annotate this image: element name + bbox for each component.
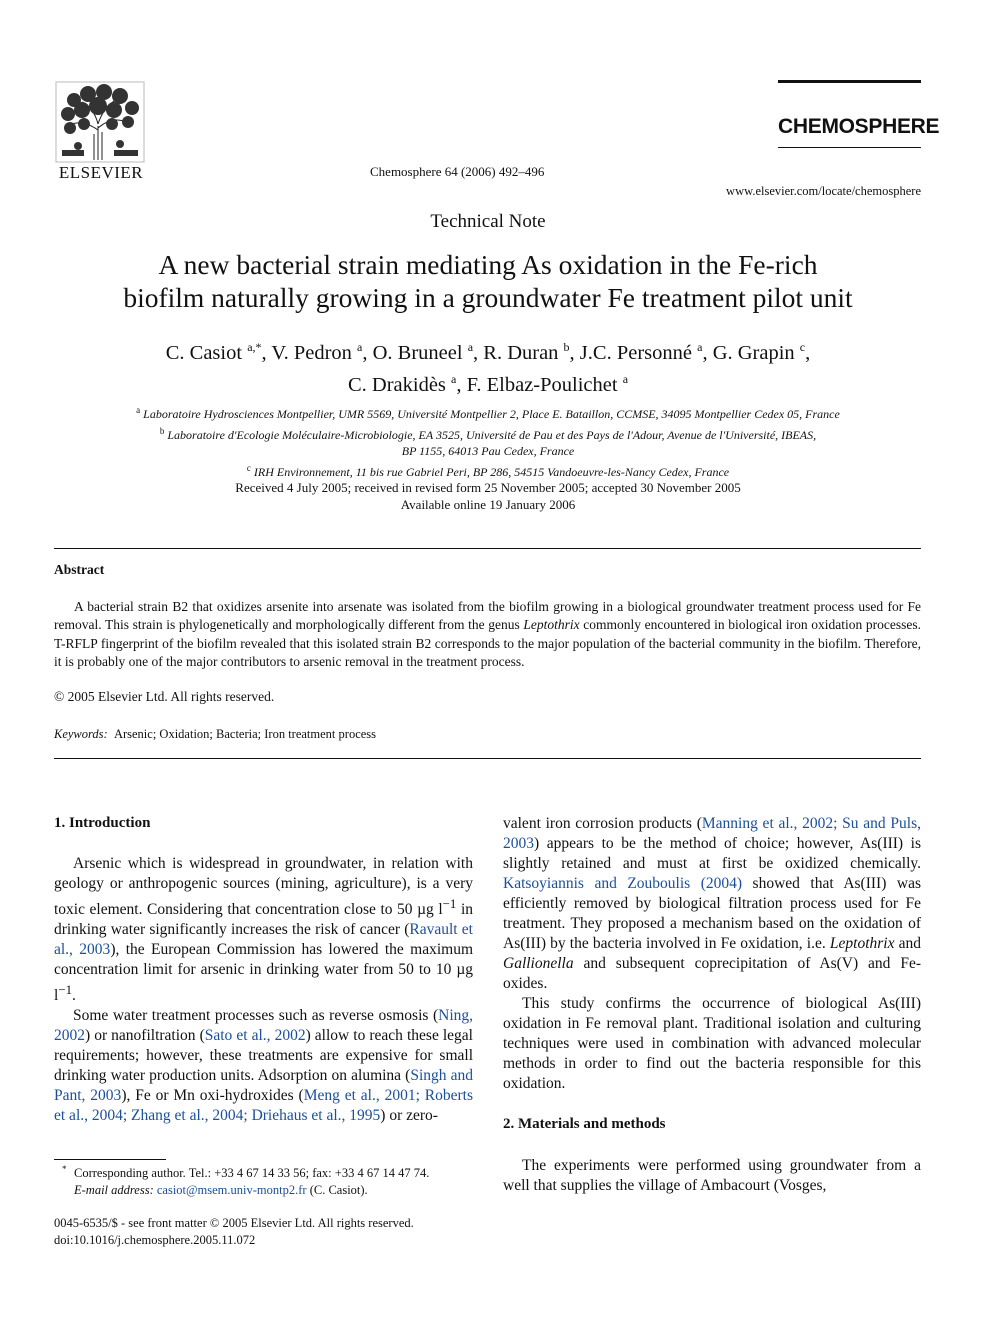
doi-link[interactable]: doi:10.1016/j.chemosphere.2005.11.072 bbox=[54, 1233, 256, 1247]
title-line: biofilm naturally growing in a groundwater Fe treatment pilot unit bbox=[123, 282, 853, 313]
journal-name: CHEMOSPHERE bbox=[778, 115, 940, 138]
reference-link[interactable]: Meng et al., 2001; Roberts et al., 2004; Zhang et al., 2004; Driehaus et al., 1995 bbox=[54, 1087, 473, 1125]
reference-link[interactable]: Katsoyiannis and Zouboulis (2004) bbox=[503, 875, 743, 892]
paragraph: Some water treatment processes such as reverse osmosis (Ning, 2002) or nanofiltration (Sato et al., 2002) allow to reach these legal requirements; however, these treatments are expensive for small drinking water production units. Adsorption on alumina (Singh and Pant, 2003), Fe or Mn oxi-hydroxides (Meng et al., 2001; Roberts et al., 2004; Zhang et al., 2004; Driehaus et al., 1995) or zero- bbox=[54, 1007, 474, 1125]
header-rule bbox=[778, 80, 921, 83]
reference-link[interactable]: Manning et al., 2002; Su and Puls, 2003 bbox=[503, 815, 921, 852]
title-line: A new bacterial strain mediating As oxidation in the Fe-rich bbox=[158, 249, 818, 280]
publisher-name: ELSEVIER bbox=[58, 163, 144, 182]
author-list: C. Casiot $^{a,*}$, V. Pedron $^a$, O. Bruneel $^a$, R. Duran $^b$, J.C. Personné $^a$, G. Grapin $^c$, C. Drakidès $^a$, F. Elbaz-Poulichet $^a$ bbox=[165, 340, 811, 396]
keywords-list: Arsenic; Oxidation; Bacteria; Iron treatment process bbox=[113, 727, 377, 741]
paragraph: Arsenic which is widespread in groundwater, in relation with geology or anthropogenic sources (mining, agriculture), is a very toxic element. Considering that concentration close to 50 µg $l^{-1}$ in drinking water significantly increases the risk of cancer (Ravault et al., 2003), the European Commission has lowered the maximum concentration limit for arsenic in drinking water from 50 to 10 µg $l^{-1}$. bbox=[54, 855, 473, 1005]
article-dates bbox=[40, 479, 936, 513]
paragraph: The experiments were performed using groundwater from a well that supplies the village of Ambacourt (Vosges, bbox=[503, 1157, 921, 1194]
author[interactable]: F. Elbaz-Poulichet $^a$ bbox=[466, 371, 629, 396]
email-label: E-mail address: bbox=[74, 1183, 154, 1198]
corresponding-author: Corresponding author. Tel.: +33 4 67 14 33 56; fax: +33 4 67 14 47 74. bbox=[74, 1166, 430, 1181]
section-heading-materials-methods: 2. Materials and methods bbox=[503, 1116, 666, 1132]
reference-link[interactable]: Ravault et al., 2003 bbox=[54, 921, 473, 959]
abstract-rule bbox=[54, 758, 921, 759]
issn-line: 0045-6535/$ - see front matter © 2005 Elsevier Ltd. All rights reserved. bbox=[54, 1216, 414, 1230]
online-date: Available online 19 January 2006 bbox=[400, 497, 576, 512]
section-heading-introduction: 1. Introduction bbox=[54, 815, 151, 831]
affiliation-a: $^a$ Laboratoire Hydrosciences Montpellier, UMR 5569, Université Montpellier 2, Place E. Bataillon, CCMSE, 34095 Montpellier Cedex 05, France bbox=[136, 405, 840, 421]
author[interactable]: C. Drakidès $^a$ bbox=[347, 371, 457, 396]
author[interactable]: C. Casiot $^{a,*}$ bbox=[165, 340, 262, 364]
journal-citation: Chemosphere 64 (2006) 492–496 bbox=[370, 164, 545, 179]
abstract-copyright: © 2005 Elsevier Ltd. All rights reserved. bbox=[54, 689, 275, 704]
header-rule bbox=[778, 147, 921, 148]
received-dates: Received 4 July 2005; received in revised form 25 November 2005; accepted 30 November 2005 bbox=[235, 480, 741, 495]
author[interactable]: V. Pedron $^a$ bbox=[271, 340, 363, 364]
affiliations bbox=[40, 402, 936, 480]
keywords-label: Keywords: bbox=[54, 727, 108, 741]
author[interactable]: G. Grapin $^c$ bbox=[712, 340, 806, 364]
keywords bbox=[54, 727, 376, 742]
abstract-heading: Abstract bbox=[54, 562, 105, 577]
article-type: Technical Note bbox=[430, 211, 546, 232]
footnote-rule bbox=[54, 1159, 166, 1160]
abstract-body: A bacterial strain B2 that oxidizes arsenite into arsenate was isolated from the biofilm growing in a biological groundwater treatment process used for Fe removal. This strain is phylogenetically and morphologically different from the genus Leptothrix commonly encountered in biological iron oxidation processes. T-RFLP fingerprint of the biofilm revealed that this isolated strain B2 corresponds to the major population of the bacterial community in the biofilm. Therefore, it is probably one of the major contributors to arsenic removal in the treatment process. bbox=[54, 599, 922, 670]
abstract-rule bbox=[54, 548, 921, 549]
email-link[interactable]: casiot@msem.univ-montp2.fr bbox=[156, 1183, 307, 1198]
body-column-left bbox=[54, 854, 473, 1126]
affiliation-c: $^c$ IRH Environnement, 11 bis rue Gabriel Peri, BP 286, 54515 Vandoeuvre-les-Nancy Cedex, France bbox=[246, 462, 730, 479]
paragraph: valent iron corrosion products (Manning et al., 2002; Su and Puls, 2003) appears to be the method of choice; however, As(III) is slightly retained and must at first be oxidized chemically. Katsoyiannis and Zouboulis (2004) showed that As(III) was efficiently removed by biological filtration process used for Fe treatment. They proposed a mechanism based on the oxidation of As(III) by the bacteria involved in Fe oxidation, i.e. Leptothrix and Gallionella and subsequent coprecipitation of As(V) and Fe-oxides. bbox=[503, 815, 921, 992]
body-column-right-continued bbox=[503, 1156, 921, 1196]
footnote: * Corresponding author. Tel.: +33 4 67 14 33 56; fax: +33 4 67 14 47 74. E-mail address: casiot@msem.univ-montp2.fr (C. Casiot). bbox=[54, 1161, 474, 1199]
reference-link[interactable]: Singh and Pant, 2003 bbox=[54, 1067, 474, 1105]
article-title bbox=[30, 248, 946, 314]
paragraph: This study confirms the occurrence of biological As(III) oxidation in Fe removal plant. Traditional isolation and culturing techniques were used in combination with advanced molecular methods in order to find out the bacteria responsible for this oxidation. bbox=[503, 995, 921, 1092]
author[interactable]: J.C. Personné $^a$ bbox=[579, 340, 703, 364]
author[interactable]: R. Duran $^b$ bbox=[483, 340, 570, 364]
body-column-right bbox=[503, 814, 921, 1094]
reference-link[interactable]: Sato et al., 2002 bbox=[204, 1027, 306, 1045]
reference-link[interactable]: Ning, 2002 bbox=[54, 1007, 473, 1045]
journal-url-link[interactable]: www.elsevier.com/locate/chemosphere bbox=[726, 184, 921, 198]
page-footer bbox=[54, 1215, 414, 1249]
footnote-marker: * bbox=[62, 1164, 67, 1174]
author[interactable]: O. Bruneel $^a$ bbox=[372, 340, 474, 364]
affiliation-b: $^b$ Laboratoire d'Ecologie Moléculaire-Microbiologie, EA 3525, Université de Pau et des Pays de l'Adour, Avenue de l'Université, IBEAS, BP 1155, 64013 Pau Cedex, France bbox=[159, 425, 817, 458]
